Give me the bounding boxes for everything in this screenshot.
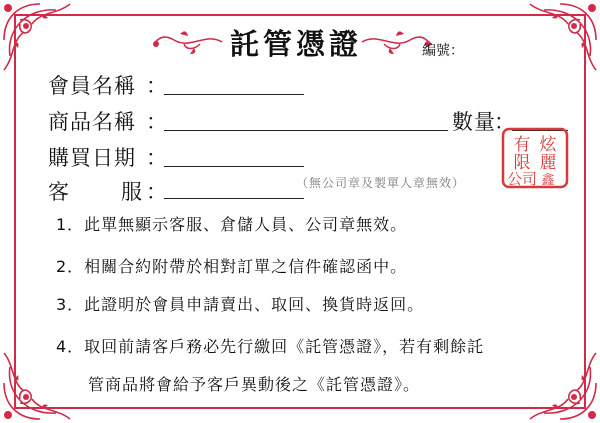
company-seal [500, 126, 570, 190]
svg-text:麗: 麗 [539, 153, 557, 173]
stamp-note: （無公司章及製單人章無效） [296, 176, 466, 190]
rule-1: 1．此單無顯示客服、倉儲人員、公司章無效。 [56, 215, 408, 234]
service-label-char-1: 客 [48, 180, 70, 204]
service-field[interactable] [164, 198, 304, 199]
svg-text:鑫: 鑫 [541, 173, 555, 188]
service-colon: ： [146, 180, 167, 204]
member-name-field[interactable] [164, 94, 304, 95]
rule-4: 4．取回前請客戶務必先行繳回《託管憑證》，若有剩餘託 [56, 337, 485, 356]
rule-4-continued: 管商品將會給予客戶異動後之《託管憑證》。 [88, 375, 421, 394]
svg-text:炫: 炫 [539, 135, 557, 155]
rule-3: 3．此證明於會員申請賣出、取回、換貨時返回。 [56, 295, 425, 314]
quantity-label: 數量 [452, 110, 496, 134]
serial-number-label: 編號： [422, 43, 464, 59]
svg-text:限: 限 [513, 153, 531, 173]
corner-ornament-bottom-right [520, 343, 600, 423]
product-name-label: 商品名稱 [48, 110, 136, 134]
svg-text:公司: 公司 [506, 170, 538, 188]
rule-2: 2．相關合約附帶於相對訂單之信件確認函中。 [56, 257, 408, 276]
header [0, 20, 600, 60]
purchase-date-label: 購買日期 [48, 146, 136, 170]
purchase-date-field[interactable] [164, 166, 304, 167]
service-label-char-2: 服 [121, 180, 143, 204]
svg-text:有: 有 [513, 135, 531, 155]
quantity-colon: ： [494, 110, 515, 134]
member-name-colon: ： [146, 74, 167, 98]
member-name-label: 會員名稱 [48, 74, 136, 98]
product-name-colon: ： [146, 110, 167, 134]
purchase-date-colon: ： [146, 146, 167, 170]
product-name-field[interactable] [164, 130, 448, 131]
page-title: 託管憑證 [230, 27, 363, 61]
